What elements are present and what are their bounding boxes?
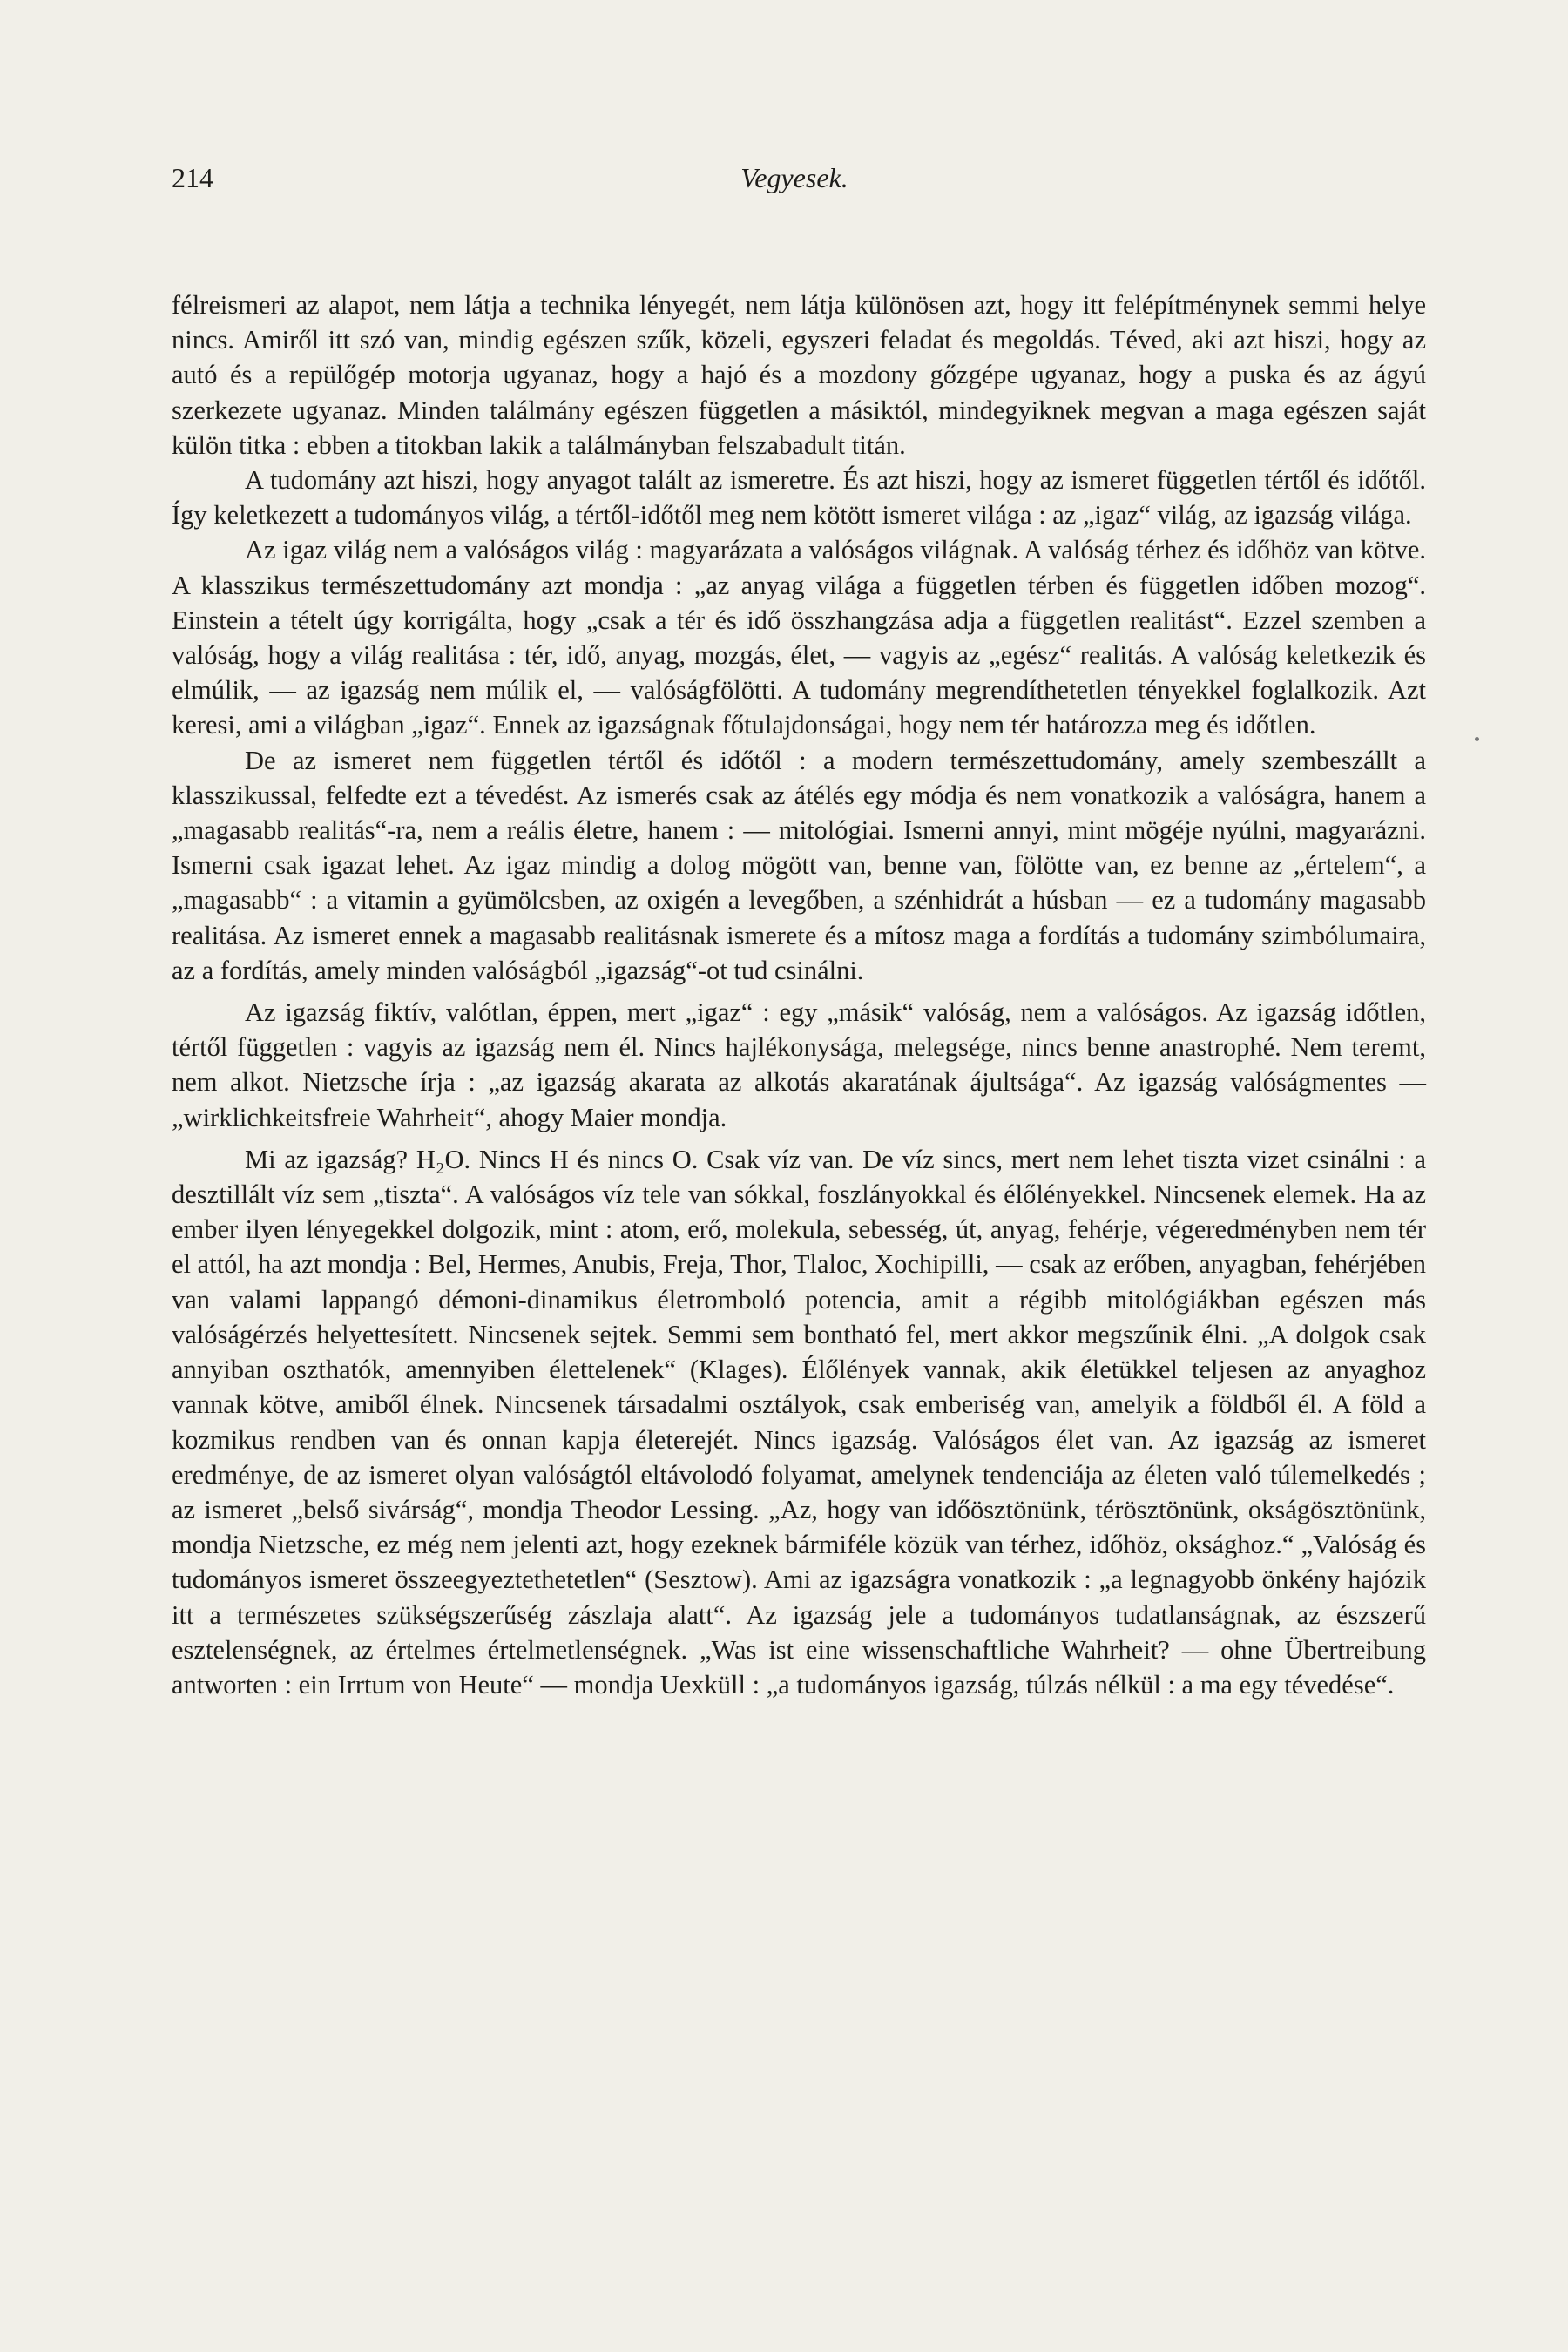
paragraph: Az igazság fiktív, valótlan, éppen, mert „igaz“ : egy „másik“ valóság, nem a valóságos. Az igazság időtlen, tértől független : vagyis az igazság nem él. Nincs hajlékonysága, melegsége, nincs benne anastrophé. Nem teremt, nem alkot. Nietzsche írja : „az igazság akarata az alkotás akaratának ájultsága“. Az igazság valóságmentes — „wirklichkeitsfreie Wahrheit“, ahogy Maier mondja. <box>172 997 1426 1132</box>
running-title: Vegyesek. <box>740 162 848 193</box>
paragraph: De az ismeret nem független tértől és időtől : a modern természettudomány, amely szembeszállt a klasszikussal, felfedte ezt a tévedést. Az ismerés csak az átélés egy módja és nem vonatkozik a valóságra, hanem a „magasabb realitás“-ra, nem a reális életre, hanem : — mitológiai. Ismerni annyi, mint mögéje nyúlni, magyarázni. Ismerni csak igazat lehet. Az igaz mindig a dolog mögött van, benne van, fölötte van, ez benne az „értelem“, a „magasabb“ : a vitamin a gyümölcsben, az oxigén a levegőben, a szénhidrát a húsban — ez a tudomány magasabb realitása. Az ismeret ennek a magasabb realitásnak ismerete és a mítosz maga a fordítás a tudomány szimbólumaira, az a fordítás, amely minden valóságból „igazság“-ot tud csinálni. <box>172 745 1426 985</box>
page-header <box>172 162 1417 206</box>
page-number: 214 <box>172 162 213 193</box>
paragraph: Az igaz világ nem a valóságos világ : magyarázata a valóságos világnak. A valóság térhez és időhöz van kötve. A klasszikus természettudomány azt mondja : „az anyag világa a független térben és független időben mozog“. Einstein a tételt úgy korrigálta, hogy „csak a tér és idő összhangzása adja a független realitást“. Ezzel szemben a valóság, hogy a világ realitása : tér, idő, anyag, mozgás, élet, — vagyis az „egész“ realitás. A valóság keletkezik és elmúlik, — az igazság nem múlik el, — valóságfölötti. A tudomány megrendíthetetlen tényekkel foglalkozik. Azt keresi, ami a világban „igaz“. Ennek az igazságnak főtulajdonságai, hogy nem tér határozza meg és időtlen. <box>172 535 1426 740</box>
paragraph-continuation: félreismeri az alapot, nem látja a technika lényegét, nem látja különösen azt, hogy itt felépítménynek semmi helye nincs. Amiről itt szó van, mindig egészen szűk, közeli, egyszeri feladat és megoldás. Téved, aki azt hiszi, hogy az autó és a repülőgép motorja ugyanaz, hogy a hajó és a mozdony gőzgépe ugyanaz, hogy a puska és az ágyú szerkezete ugyanaz. Minden találmány egészen független a másiktól, mindegyiknek megvan a maga egészen saját külön titka : ebben a titokban lakik a találmányban felszabadult titán. <box>172 290 1426 460</box>
stray-ink-mark <box>1475 737 1479 741</box>
paragraph: Mi az igazság? H₂O. Nincs H és nincs O. Csak víz van. De víz sincs, mert nem lehet tiszta vizet csinálni : a desztillált víz sem „tiszta“. A valóságos víz tele van sókkal, foszlányokkal és élőlényekkel. Nincsenek elemek. Ha az ember ilyen lényegekkel dolgozik, mint : atom, erő, molekula, sebesség, út, anyag, fehérje, végeredményben nem tér el attól, ha azt mondja : Bel, Hermes, Anubis, Freja, Thor, Tlaloc, Xochipilli, — csak az erőben, anyagban, fehérjében van valami lappangó démoni-dinamikus életromboló potencia, amit a régibb mitológiákban egészen más valóságérzés helyettesített. Nincsenek sejtek. Semmi sem bontható fel, mert akkor megszűnik élni. „A dolgok csak annyiban oszthatók, amennyiben élettelenek“ (Klages). Élőlények vannak, akik életükkel teljesen az anyaghoz vannak kötve, amiből élnek. Nincsenek társadalmi osztályok, csak emberiség van, amelyik a földből él. A föld a kozmikus rendben van és onnan kapja életerejét. Nincs igazság. Valóságos élet van. Az igazság az ismeret eredménye, de az ismeret olyan valóságtól eltávolodó folyamat, amelynek tendenciája az életen való túlemelkedés ; az ismeret „belső sivárság“, mondja Theodor Lessing. „Az, hogy van időösztönünk, térösztönünk, okságösztönünk, mondja Nietzsche, ez még nem jelenti azt, hogy ezeknek bármiféle közük van térhez, időhöz, oksághoz.“ „Valóság és tudományos ismeret összeegyeztethetetlen“ (Sesztow). Ami az igazságra vonatkozik : „a legnagyobb önkény hajózik itt a természetes szükségszerűség zászlaja alatt“. Az igazság jele a tudományos tudatlanságnak, az észszerű esztelenségnek, az értelmes értelmetlenségnek. „Was ist eine wissenschaftliche Wahrheit? — ohne Übertreibung antworten : ein Irrtum von Heute“ — mondja Uexküll : „a tudományos igazság, túlzás nélkül : a ma egy tévedése“. <box>172 1144 1426 1700</box>
paragraph: A tudomány azt hiszi, hogy anyagot talált az ismeretre. És azt hiszi, hogy az ismeret független tértől és időtől. Így keletkezett a tudományos világ, a tértől-időtől meg nem kötött ismeret világa : az „igaz“ világ, az igazság világa. <box>172 465 1426 531</box>
body-text <box>172 287 1426 1702</box>
